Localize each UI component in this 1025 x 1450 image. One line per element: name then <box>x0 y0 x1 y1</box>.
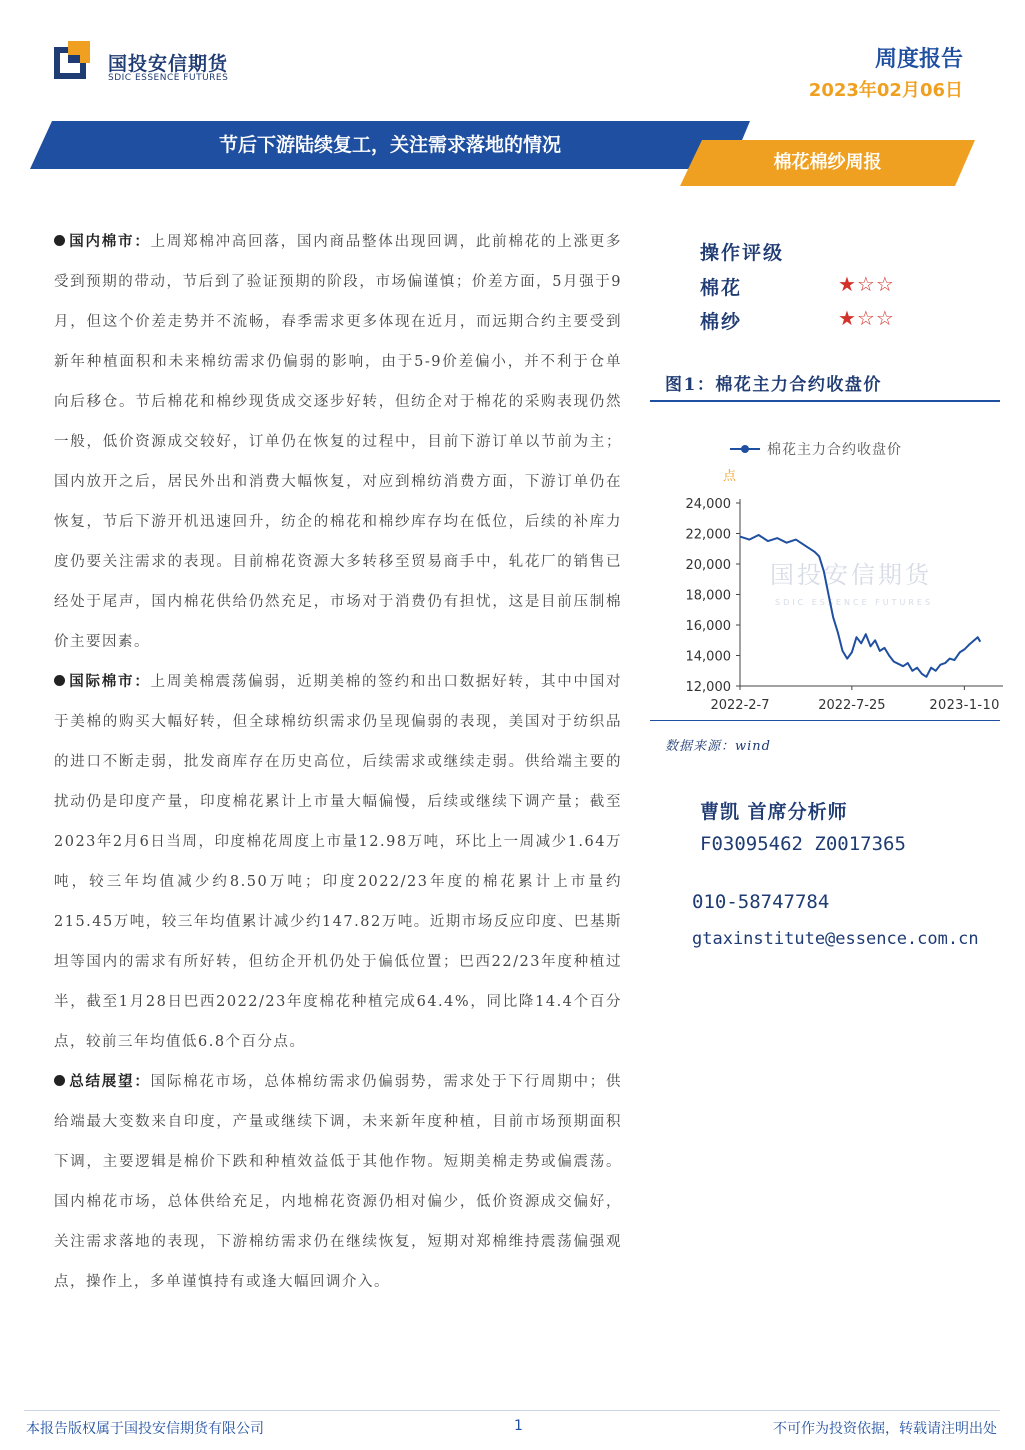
section-domestic <box>54 222 622 662</box>
figure-title: 图1：棉花主力合约收盘价 <box>665 375 882 395</box>
legend-label: 棉花主力合约收盘价 <box>767 442 902 458</box>
rating-title: 操作评级 <box>700 242 785 264</box>
section-lead: 国际棉市： <box>69 673 151 690</box>
x-tick-label: 2023-1-10 <box>929 698 1000 713</box>
report-subtitle: 棉花棉纱周报 <box>773 152 882 173</box>
rating-item-name: 棉花 <box>700 277 743 299</box>
footer-divider <box>24 1410 1000 1411</box>
figure-divider <box>650 720 1000 721</box>
price-chart <box>655 425 1003 717</box>
analyst-phone: 010-58747784 <box>692 891 830 913</box>
report-title: 节后下游陆续复工，关注需求落地的情况 <box>218 134 561 156</box>
footer-disclaimer: 不可作为投资依据，转载请注明出处 <box>773 1421 997 1437</box>
analyst-email[interactable]: gtaxinstitute@essence.com.cn <box>692 929 979 949</box>
x-tick-label: 2022-7-25 <box>818 698 886 713</box>
section-text: 国际棉花市场，总体棉纺需求仍偏弱势，需求处于下行周期中；供给端最大变数来自印度，产量或继续下调，未来新年度种植，目前市场预期面积下调，主要逻辑是棉价下跌和种植效益低于其他作物。短期美棉走势或偏震荡。国内棉花市场，总体供给充足，内地棉花资源仍相对偏少，低价资源成交偏好，关注需求落地的表现，下游棉纺需求仍在继续恢复，短期对郑棉维持震荡偏强观点，操作上，多单谨慎持有或逢大幅回调介入。 <box>54 1074 623 1290</box>
section-text: 上周郑棉冲高回落，国内商品整体出现回调，此前棉花的上涨更多受到预期的带动，节后到了验证预期的阶段，市场偏谨慎；价差方面，5月强于9月，但这个价差走势并不流畅，春季需求更多体现在近月，而远期合约主要受到新年种植面积和未来棉纺需求仍偏弱的影响，由于5-9价差偏小，并不利于仓单向后移仓。节后棉花和棉纱现货成交逐步好转，但纺企对于棉花的采购表现仍然一般，低价资源成交较好，订单仍在恢复的过程中，目前下游订单以节前为主；国内放开之后，居民外出和消费大幅恢复，对应到棉纺消费方面，下游订单仍在恢复，节后下游开机迅速回升，纺企的棉花和棉纱库存均在低位，后续的补库力度仍要关注需求的表现。目前棉花资源大多转移至贸易商手中，轧花厂的销售已经处于尾声，国内棉花供给仍然充足，市场对于消费仍有担忧，这是目前压制棉价主要因素。 <box>54 234 623 650</box>
bullet-icon <box>54 235 65 246</box>
bullet-icon <box>54 675 65 686</box>
section-lead: 总结展望： <box>69 1073 151 1090</box>
x-tick-label: 2022-2-7 <box>710 698 770 713</box>
section-summary <box>54 1062 622 1302</box>
analyst-cert: F03095462 Z0017365 <box>700 833 906 855</box>
company-logo-icon <box>54 41 98 85</box>
y-axis-unit: 点 <box>723 469 737 484</box>
bullet-icon <box>54 1075 65 1086</box>
y-tick-label: 18,000 <box>685 588 731 604</box>
y-tick-label: 12,000 <box>685 680 731 695</box>
report-date: 2023年02月06日 <box>808 80 963 101</box>
page-number: 1 <box>514 1418 523 1434</box>
logo-company-name-en: SDIC ESSENCE FUTURES <box>108 73 229 83</box>
section-lead: 国内棉市： <box>69 233 151 250</box>
y-tick-label: 16,000 <box>685 619 731 634</box>
section-international <box>54 662 622 1062</box>
y-tick-label: 22,000 <box>685 527 731 543</box>
rating-item-name: 棉纱 <box>700 311 743 333</box>
y-tick-label: 20,000 <box>685 558 731 573</box>
data-source: 数据来源：wind <box>665 739 771 754</box>
y-tick-label: 24,000 <box>685 497 731 512</box>
watermark-text: 国投安信期货 <box>770 561 932 589</box>
footer-copyright: 本报告版权属于国投安信期货有限公司 <box>26 1421 264 1437</box>
watermark-text-en: SDIC ESSENCE FUTURES <box>775 598 934 607</box>
y-tick-label: 14,000 <box>685 649 731 665</box>
report-type: 周度报告 <box>874 47 963 72</box>
analyst-name: 曹凯 首席分析师 <box>700 801 848 823</box>
rating-stars: ★☆☆ <box>838 272 895 296</box>
section-text: 上周美棉震荡偏弱，近期美棉的签约和出口数据好转，其中中国对于美棉的购买大幅好转，但全球棉纺织需求仍呈现偏弱的表现，美国对于纺织品的进口不断走弱，批发商库存在历史高位，后续需求或继续走弱。供给端主要的扰动仍是印度产量，印度棉花累计上市量大幅偏慢，后续或继续下调产量；截至2023年2月6日当周，印度棉花周度上市量12.98万吨，环比上一周减少1.64万吨，较三年均值减少约8.50万吨；印度2022/23年度的棉花累计上市量约215.45万吨，较三年均值累计减少约147.82万吨。近期市场反应印度、巴基斯坦等国内的需求有所好转，但纺企开机仍处于偏低位置；巴西22/23年度种植过半，截至1月28日巴西2022/23年度棉花种植完成64.4%，同比降14.4个百分点，较前三年均值低6.8个百分点。 <box>54 674 623 1050</box>
logo-company-name: 国投安信期货 <box>108 53 229 75</box>
report-body <box>54 222 622 1302</box>
figure-divider <box>650 400 1000 402</box>
rating-stars: ★☆☆ <box>838 306 895 330</box>
legend-marker-icon <box>741 445 749 453</box>
